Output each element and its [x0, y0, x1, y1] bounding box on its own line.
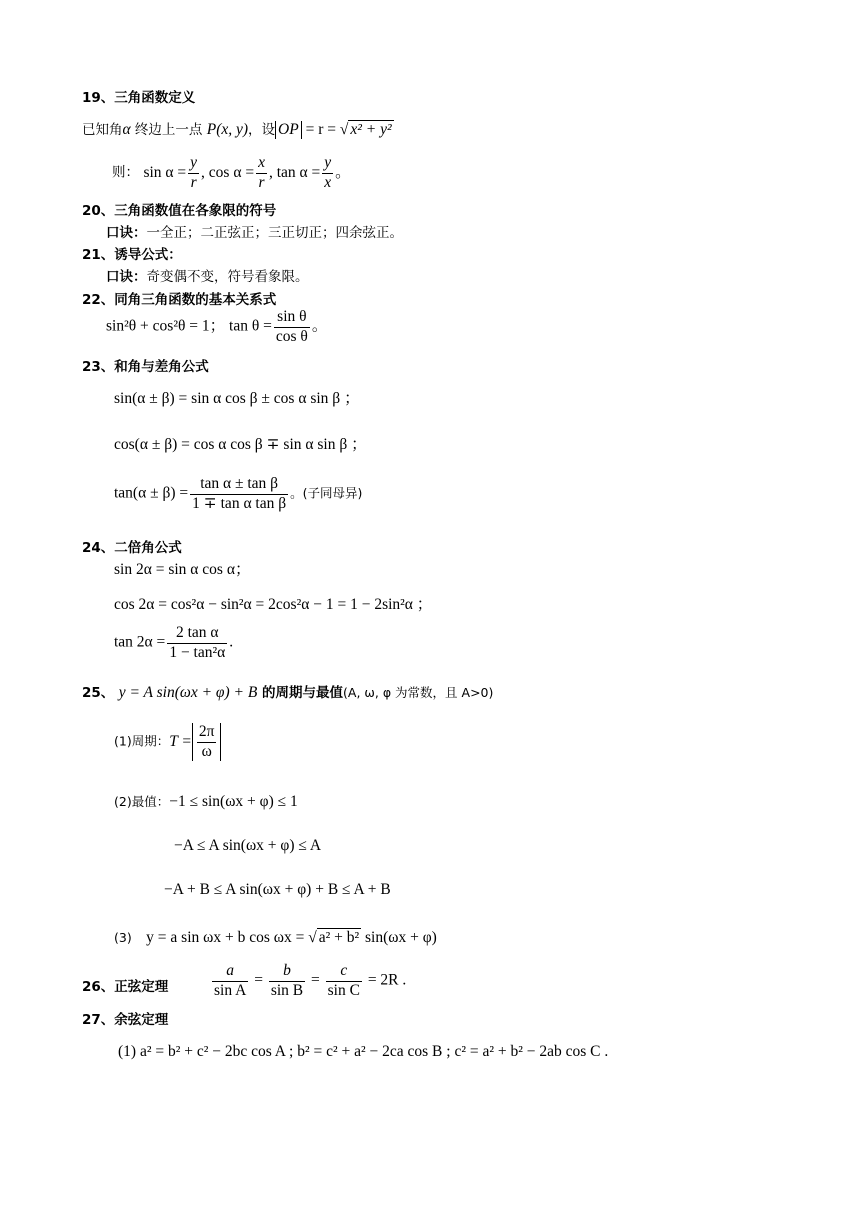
cos-num: x [258, 154, 265, 171]
extrema-formula-2: −A ≤ A sin(ωx + φ) ≤ A [174, 837, 322, 854]
definition-set: ，设 [248, 122, 276, 138]
extrema-label: (2)最值： [114, 794, 170, 809]
section-title: 的周期与最值 [257, 685, 344, 701]
sum-tan-formula [114, 475, 362, 513]
extrema-formula-1 [114, 792, 298, 811]
tan-lhs: , tan α = [268, 163, 321, 181]
law-of-sines: $\frac{a}{\text{sin A}}$ = $\frac{b}{\text{sin B}}$ = $\frac{c}{\text{sin C}}$ = 2R . [214, 962, 407, 999]
cos-lhs: , cos α = [201, 163, 255, 181]
aux-lhs: y = a sin ωx + b cos ωx = [146, 929, 305, 946]
ratio-num: sin θ [274, 308, 310, 328]
op-eq: = r = [301, 121, 340, 138]
ratio-b-num: b [283, 962, 291, 979]
heading-27: 27、余弦定理 [82, 1012, 169, 1028]
ratio-b-den: sin B [270, 981, 304, 999]
period-den: ω [201, 742, 212, 760]
heading-20: 20、三角函数值在各象限的符号 [82, 203, 277, 219]
auxiliary-angle-formula: (3) y = a sin ωx + b cos ωx = √ a² + b² sin(ωx + φ) [114, 929, 437, 946]
section-number: 25、 [82, 685, 115, 701]
mnemonic-induction [106, 265, 309, 285]
aux-rhs: sin(ωx + φ) [361, 929, 437, 946]
tan-note: 。(子同母异) [290, 485, 363, 501]
pythagorean-identity [106, 308, 327, 346]
heading-25 [82, 681, 493, 702]
heading-24: 24、二倍角公式 [82, 540, 182, 556]
heading-21: 21、诱导公式： [82, 247, 182, 263]
cos-den: r [258, 173, 265, 191]
extrema-f1: −1 ≤ sin(ωx + φ) ≤ 1 [169, 793, 298, 810]
aux-label: (3) [114, 930, 132, 945]
sin-num: y [190, 154, 198, 171]
aux-root: a² + b² [318, 929, 360, 946]
end-mark: 。 [311, 317, 328, 335]
heading-23: 23、和角与差角公式 [82, 359, 209, 375]
point-p: P(x, y) [206, 121, 249, 138]
heading-19: 19、三角函数定义 [82, 90, 196, 106]
general-sine: y = A sin(ωx + φ) + B [118, 684, 258, 701]
identity: sin²θ + cos²θ = 1； [106, 317, 226, 335]
radius-root: x² + y² [350, 121, 392, 138]
op-vector: OP [278, 121, 299, 138]
period-formula [114, 723, 221, 761]
period-num: 2π [197, 723, 217, 743]
period-lhs: T = [169, 732, 192, 750]
sin-lhs: sin α = [143, 163, 187, 181]
extrema-formula-3: −A + B ≤ A sin(ωx + φ) + B ≤ A + B [164, 881, 391, 898]
heading-22: 22、同角三角函数的基本关系式 [82, 292, 277, 308]
law-of-cosines: (1) a² = b² + c² − 2bc cos A ; b² = c² + a² − 2ca cos B ; c² = a² + b² − 2ab cos C . [118, 1043, 609, 1060]
mnemonic-label: 口诀： [106, 225, 147, 241]
double-cos-formula: cos 2α = cos²α − sin²α = 2cos²α − 1 = 1 − 2sin²α ； [114, 596, 433, 613]
ze-label: 则： [112, 164, 139, 181]
mnemonic-text: 一全正；二正弦正；三正切正；四余弦正。 [146, 225, 403, 241]
tan-num: tan α ± tan β [190, 475, 288, 495]
ratio-den: cos θ [275, 327, 308, 345]
section-note: (A, ω, φ 为常数，且 A>0) [343, 685, 494, 700]
ratio-c-num: c [340, 962, 348, 979]
mnemonic-quadrants [106, 221, 403, 241]
tan-num: y [324, 154, 332, 171]
tan-lhs: tan θ = [229, 317, 272, 335]
definition-text: 已知角 [82, 122, 123, 138]
tan-lhs: tan(α ± β) = [114, 484, 189, 502]
double-sin-formula: sin 2α = sin α cos α； [114, 561, 251, 578]
end-mark: . [229, 633, 234, 651]
tan-lhs: tan 2α = [114, 633, 166, 651]
sum-cos-formula: cos(α ± β) = cos α cos β ∓ sin α sin β ； [114, 436, 367, 453]
trig-definitions [112, 154, 351, 192]
sin-den: r [190, 173, 197, 191]
double-tan-formula [114, 624, 233, 662]
tan-den: 1 ∓ tan α tan β [192, 494, 287, 512]
sum-sin-formula: sin(α ± β) = sin α cos β ± cos α sin β ； [114, 390, 360, 407]
end-mark: 。 [335, 163, 351, 181]
tan-den: 1 − tan²α [169, 643, 226, 661]
heading-26: 26、正弦定理 [82, 979, 169, 995]
ratio-a-num: a [226, 962, 235, 979]
mnemonic-text: 奇变偶不变，符号看象限。 [146, 269, 309, 285]
law-of-sines-rhs: = 2R . [367, 971, 407, 989]
mnemonic-label: 口诀： [106, 269, 147, 285]
tan-den: x [324, 173, 332, 191]
ratio-c-den: sin C [327, 981, 360, 999]
definition-line: 已知角α 终边上一点 P(x, y)，设 OP = r = √ x² + y² [82, 121, 392, 138]
ratio-a-den: sin A [214, 981, 247, 999]
period-label: (1)周期： [114, 733, 170, 749]
alpha-symbol: α [122, 121, 131, 138]
tan-num: 2 tan α [167, 624, 227, 644]
definition-mid: 终边上一点 [130, 122, 207, 138]
